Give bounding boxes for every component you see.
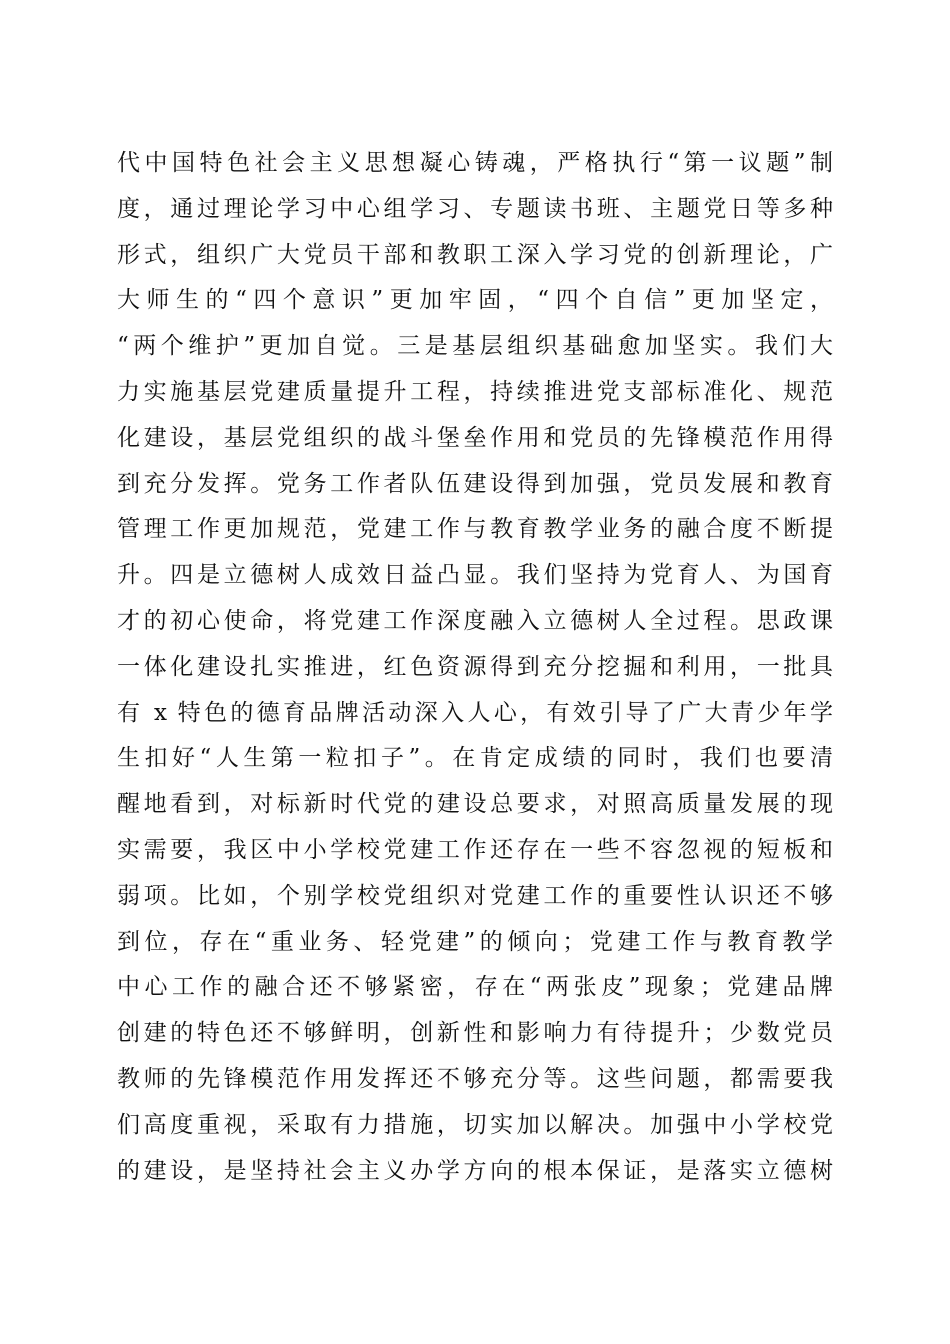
text-line: 才的初心使命，将党建工作深度融入立德树人全过程。思政课 [117, 607, 833, 634]
text-line: 到位，存在“重业务、轻党建”的倾向；党建工作与教育教学 [117, 928, 833, 955]
text-line: 弱项。比如，个别学校党组织对党建工作的重要性认识还不够 [117, 882, 833, 909]
text-line: 醒地看到，对标新时代党的建设总要求，对照高质量发展的现 [117, 791, 833, 818]
text-line: 中心工作的融合还不够紧密，存在“两张皮”现象；党建品牌 [117, 974, 833, 1001]
text-line: 代中国特色社会主义思想凝心铸魂，严格执行“第一议题”制 [117, 150, 833, 176]
text-line: 生扣好“人生第一粒扣子”。在肯定成绩的同时，我们也要清 [117, 745, 833, 772]
text-line: 大师生的“四个意识”更加牢固，“四个自信”更加坚定， [117, 287, 833, 314]
text-line: 一体化建设扎实推进，红色资源得到充分挖掘和利用，一批具 [117, 653, 833, 680]
text-line: 力实施基层党建质量提升工程，持续推进党支部标准化、规范 [117, 378, 833, 405]
text-line: 形式，组织广大党员干部和教职工深入学习党的创新理论，广 [117, 241, 833, 268]
body-paragraph [117, 141, 833, 1194]
text-line: 创建的特色还不够鲜明，创新性和影响力有待提升；少数党员 [117, 1020, 833, 1047]
text-line: 到充分发挥。党务工作者队伍建设得到加强，党员发展和教育 [117, 470, 833, 497]
text-line: “两个维护”更加自觉。三是基层组织基础愈加坚实。我们大 [117, 333, 833, 360]
text-line: 升。四是立德树人成效日益凸显。我们坚持为党育人、为国育 [117, 562, 833, 589]
text-line: 管理工作更加规范，党建工作与教育教学业务的融合度不断提 [117, 516, 833, 543]
text-line: 的建设，是坚持社会主义办学方向的根本保证，是落实立德树 [117, 1157, 833, 1184]
text-line: 实需要，我区中小学校党建工作还存在一些不容忽视的短板和 [117, 836, 833, 863]
text-line: 有 x 特色的德育品牌活动深入人心，有效引导了广大青少年学 [117, 699, 833, 726]
text-line: 化建设，基层党组织的战斗堡垒作用和党员的先锋模范作用得 [117, 424, 833, 451]
text-line: 们高度重视，采取有力措施，切实加以解决。加强中小学校党 [117, 1111, 833, 1138]
text-line: 度，通过理论学习中心组学习、专题读书班、主题党日等多种 [117, 195, 833, 222]
text-line: 教师的先锋模范作用发挥还不够充分等。这些问题，都需要我 [117, 1065, 833, 1092]
